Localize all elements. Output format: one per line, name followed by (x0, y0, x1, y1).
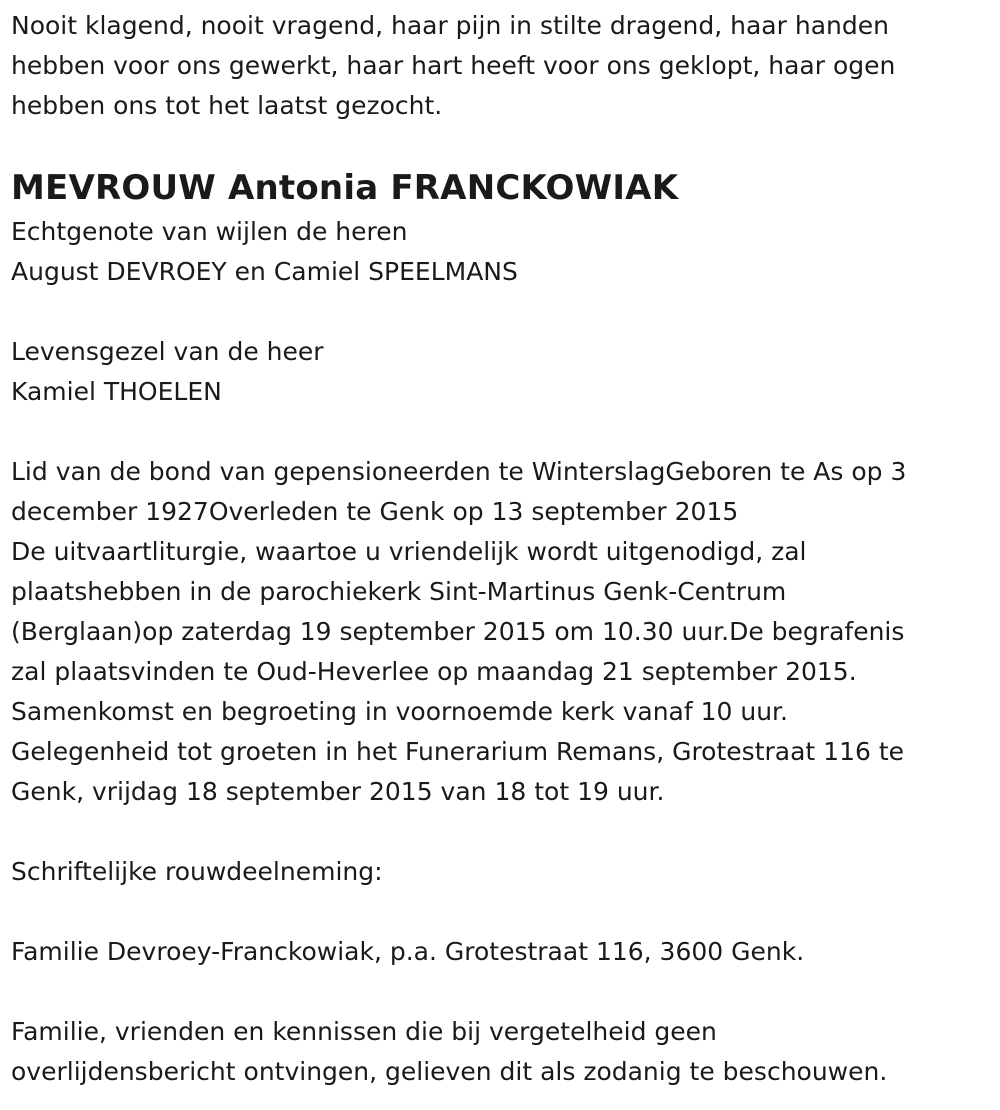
funeral-details: Lid van de bond van gepensioneerden te WinterslagGeboren te As op 3 december 1927Overleden te Genk op 13 september 2015 De uitvaartliturgie, waartoe u vriendelijk wordt uitgenodigd, zal plaatshebben in de parochiekerk Sint-Martinus Genk-Centrum (Berglaan)op zaterdag 19 september 2015 om 10.30 uur.De begrafenis zal plaatsvinden te Oud-Heverlee op maandag 21 september 2015. Samenkomst en begroeting in voornoemde kerk vanaf 10 uur. Gelegenheid tot groeten in het Funerarium Remans, Grotestraat 116 te Genk, vrijdag 18 september 2015 van 18 tot 19 uur. (11, 457, 907, 806)
deceased-name: MEVROUW Antonia FRANCKOWIAK (11, 168, 679, 208)
condolence-heading: Schriftelijke rouwdeelneming: (11, 857, 383, 886)
condolence-address: Familie Devroey-Franckowiak, p.a. Grotestraat 116, 3600 Genk. (11, 937, 805, 966)
spouse-text: Echtgenote van wijlen de heren August DEVROEY en Camiel SPEELMANS (11, 217, 518, 286)
memorial-poem: Nooit klagend, nooit vragend, haar pijn in stilte dragend, haar handen hebben voor ons gewerkt, haar hart heeft voor ons geklopt, haar ogen hebben ons tot het laatst gezocht. (11, 11, 896, 120)
closing-note: Familie, vrienden en kennissen die bij vergetelheid geen overlijdensbericht ontvingen, gelieven dit als zodanig te beschouwen. (11, 1017, 888, 1086)
partner-text: Levensgezel van de heer Kamiel THOELEN (11, 337, 324, 406)
